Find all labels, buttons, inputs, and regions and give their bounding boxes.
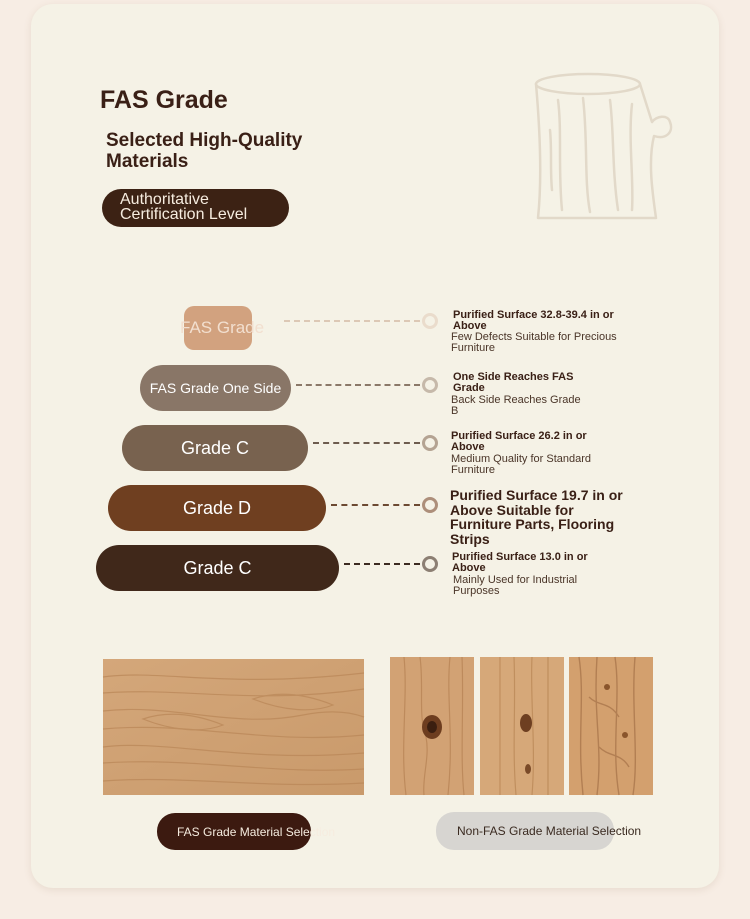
grade-description: [451, 431, 611, 476]
ring-dot-icon: [422, 313, 438, 329]
grade-pill-fas: [180, 306, 265, 350]
ring-dot-icon: [422, 377, 438, 393]
connector-line: [284, 320, 420, 322]
connector-line: [296, 384, 420, 386]
fas-wood-sample-image: [103, 659, 364, 795]
grade-description-title: Purified Surface 32.8-39.4 in or Above: [453, 309, 614, 332]
certification-badge: Authoritative Certification Level: [102, 189, 289, 227]
page-title: FAS Grade: [100, 86, 228, 114]
non-fas-wood-sample-image-3: [569, 657, 653, 795]
grade-description: [451, 372, 581, 417]
grade-description-detail: Medium Quality for Standard Furniture: [451, 453, 592, 476]
grade-pill-d: Grade D: [108, 485, 326, 531]
grade-description-title: Purified Surface 13.0 in or Above: [452, 551, 588, 574]
grade-description-title: Purified Surface 26.2 in or Above: [451, 430, 587, 453]
non-fas-wood-sample-image-2: [480, 657, 564, 795]
grade-description-title: Purified Surface 19.7 in or Above Suitable for Furniture Parts, Flooring Strips: [450, 487, 623, 547]
tree-stump-icon: [528, 70, 678, 226]
grade-description: [452, 552, 602, 597]
grade-description-detail: Mainly Used for Industrial Purposes: [453, 574, 578, 597]
grade-description: [451, 310, 626, 354]
grade-pill-fas-one-side: FAS Grade One Side: [140, 365, 291, 411]
grade-pill-c-lower: Grade C: [96, 545, 339, 591]
grade-description-detail: Few Defects Suitable for Precious Furniture: [451, 331, 617, 354]
connector-line: [313, 442, 420, 444]
grade-description-detail: Back Side Reaches Grade B: [451, 394, 581, 417]
ring-dot-icon: [422, 435, 438, 451]
non-fas-wood-sample-image-1: [390, 657, 474, 795]
grade-description: [450, 488, 625, 546]
grade-description-title: One Side Reaches FAS Grade: [453, 371, 574, 394]
fas-material-selection-button[interactable]: FAS Grade Material Selection: [157, 813, 311, 850]
ring-dot-icon: [422, 556, 438, 572]
grade-pill-c: Grade C: [122, 425, 308, 471]
connector-line: [344, 563, 420, 565]
connector-line: [331, 504, 420, 506]
grade-pill-label: FAS Grade: [180, 318, 265, 337]
non-fas-material-selection-button[interactable]: Non-FAS Grade Material Selection: [436, 812, 614, 850]
page-subtitle: Selected High-Quality Materials: [106, 130, 303, 172]
ring-dot-icon: [422, 497, 438, 513]
